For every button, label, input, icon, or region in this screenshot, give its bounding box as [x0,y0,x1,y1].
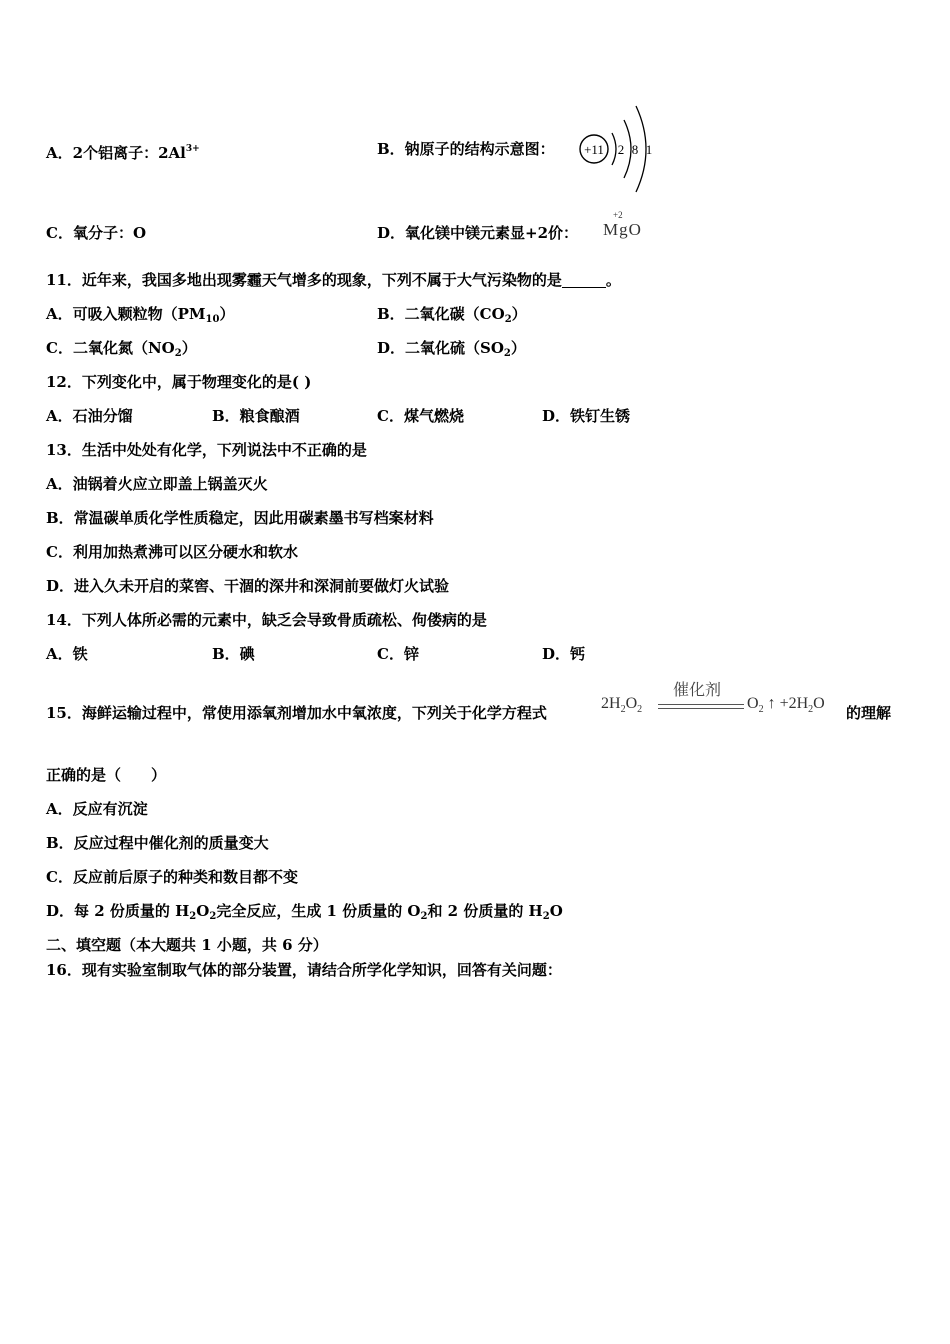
q11-option-b-subscript: 2 [504,314,512,325]
q15-d-part4: 和 2 份质量的 H [427,902,543,920]
q15-option-c: C．反应前后原子的种类和数目都不变 [46,868,298,886]
q15-d-sub4: 2 [542,911,550,922]
q10-option-a-superscript: 3+ [185,144,200,154]
mg-valence-label: +2 [613,210,623,220]
q15-chemical-equation [601,677,846,721]
equation-double-line [658,704,744,709]
q11-option-c-end: ） [181,339,197,357]
eq-reactant-coef: 2H [601,695,621,712]
q10-option-c-text: C．氧分子：O [46,224,147,242]
q15-d-part2: O [196,902,210,920]
q15-d-part1: D．每 2 份质量的 H [46,902,190,920]
q11-answer-blank[interactable] [562,273,606,288]
q13-option-c: C．利用加热煮沸可以区分硬水和软水 [46,543,298,561]
q15-stem-end: 的理解 [846,704,892,722]
q12-stem-text: 12．下列变化中，属于物理变化的是( ) [46,373,312,391]
q14-stem: 14．下列人体所必需的元素中，缺乏会导致骨质疏松、佝偻病的是 [46,611,487,629]
q15-option-b: B．反应过程中催化剂的质量变大 [46,834,269,852]
q13-stem: 13．生活中处处有化学，下列说法中不正确的是 [46,441,367,459]
q15-d-sub1: 2 [189,911,197,922]
q11-option-d-end: ） [510,339,526,357]
q11-stem-text: 11．近年来，我国多地出现雾霾天气增多的现象，下列不属于大气污染物的是 [46,271,562,289]
q12-stem [46,372,311,392]
eq-reactant-sub2: 2 [637,704,643,715]
q15-d-sub2: 2 [209,911,217,922]
q11-option-b-end: ） [511,305,527,323]
q15-option-d [46,901,563,927]
q14-option-d: D．钙 [542,645,586,663]
q11-stem-end: 。 [605,271,621,289]
eq-reactant-sub1: 2 [620,704,626,715]
equation-reactant [601,695,642,715]
q13-option-a: A．油锅着火应立即盖上锅盖灭火 [46,475,268,493]
q15-d-sub3: 2 [420,911,428,922]
eq-water-o: O [813,695,825,712]
q10-option-d [377,223,578,243]
q14-option-c: C．锌 [377,645,419,663]
q15-stem: 15．海鲜运输过程中，常使用添氧剂增加水中氧浓度，下列关于化学方程式 [46,704,547,722]
q11-option-d-text: D．二氧化硫（SO [377,339,504,357]
equation-products [747,695,825,715]
q11-option-b [377,304,527,330]
q10-option-b [377,139,555,159]
electron-shell-2-arc [624,120,631,178]
q10-option-b-text: B．钠原子的结构示意图： [377,140,555,158]
mgo-formula-text: MgO [603,220,642,239]
q11-option-d [377,338,526,364]
q10-option-c [46,223,146,243]
q11-option-c [46,338,197,364]
q11-option-a-text: A．可吸入颗粒物（PM [46,305,206,323]
q11-option-a-subscript: 10 [205,314,220,325]
q15-d-part5: O [549,902,563,920]
atom-nucleus-charge: +11 [584,142,604,157]
q11-option-b-text: B．二氧化碳（CO [377,305,505,323]
q11-option-a [46,304,234,330]
q12-option-c: C．煤气燃烧 [377,407,464,425]
q16-stem: 16．现有实验室制取气体的部分装置，请结合所学化学知识，回答有关问题： [46,961,562,979]
q10-option-a-text: A．2个铝离子：2Al [46,144,186,162]
section-2-title: 二、填空题（本大题共 1 小题，共 6 分） [46,936,328,954]
equation-catalyst-label: 催化剂 [673,680,722,699]
q13-option-b: B．常温碳单质化学性质稳定，因此用碳素墨书写档案材料 [46,509,434,527]
eq-product-o-sub: 2 [758,704,764,715]
q14-option-a: A．铁 [46,645,88,663]
q15-option-a: A．反应有沉淀 [46,800,148,818]
q15-stem-continued: 正确的是（ ） [46,766,167,784]
eq-reactant-o: O [625,695,638,712]
sodium-atom-structure-diagram [572,100,662,195]
q12-option-a: A．石油分馏 [46,407,133,425]
q10-option-d-text: D．氧化镁中镁元素显+2价： [377,224,579,242]
q13-option-d: D．进入久未开启的菜窖、干涸的深井和深洞前要做灯火试验 [46,577,450,595]
q11-option-a-end: ） [219,305,235,323]
electron-shell-3-count: 1 [645,142,653,157]
electron-shell-1-arc [612,133,616,165]
q12-option-b: B．粮食酿酒 [212,407,300,425]
q11-stem [46,270,621,290]
q11-option-c-subscript: 2 [174,348,182,359]
q15-d-part3: 完全反应，生成 1 份质量的 O [216,902,421,920]
q11-option-d-subscript: 2 [503,348,511,359]
eq-product-o: O [747,695,759,712]
q10-option-a [46,139,200,163]
electron-shell-2-count: 8 [631,142,639,157]
q11-option-c-text: C．二氧化氮（NO [46,339,175,357]
q14-option-b: B．碘 [212,645,255,663]
q12-option-d: D．铁钉生锈 [542,407,631,425]
electron-shell-1-count: 2 [617,142,625,157]
eq-water-sub: 2 [808,704,814,715]
eq-gas-arrow-and-water: ↑ +2H [767,695,809,712]
